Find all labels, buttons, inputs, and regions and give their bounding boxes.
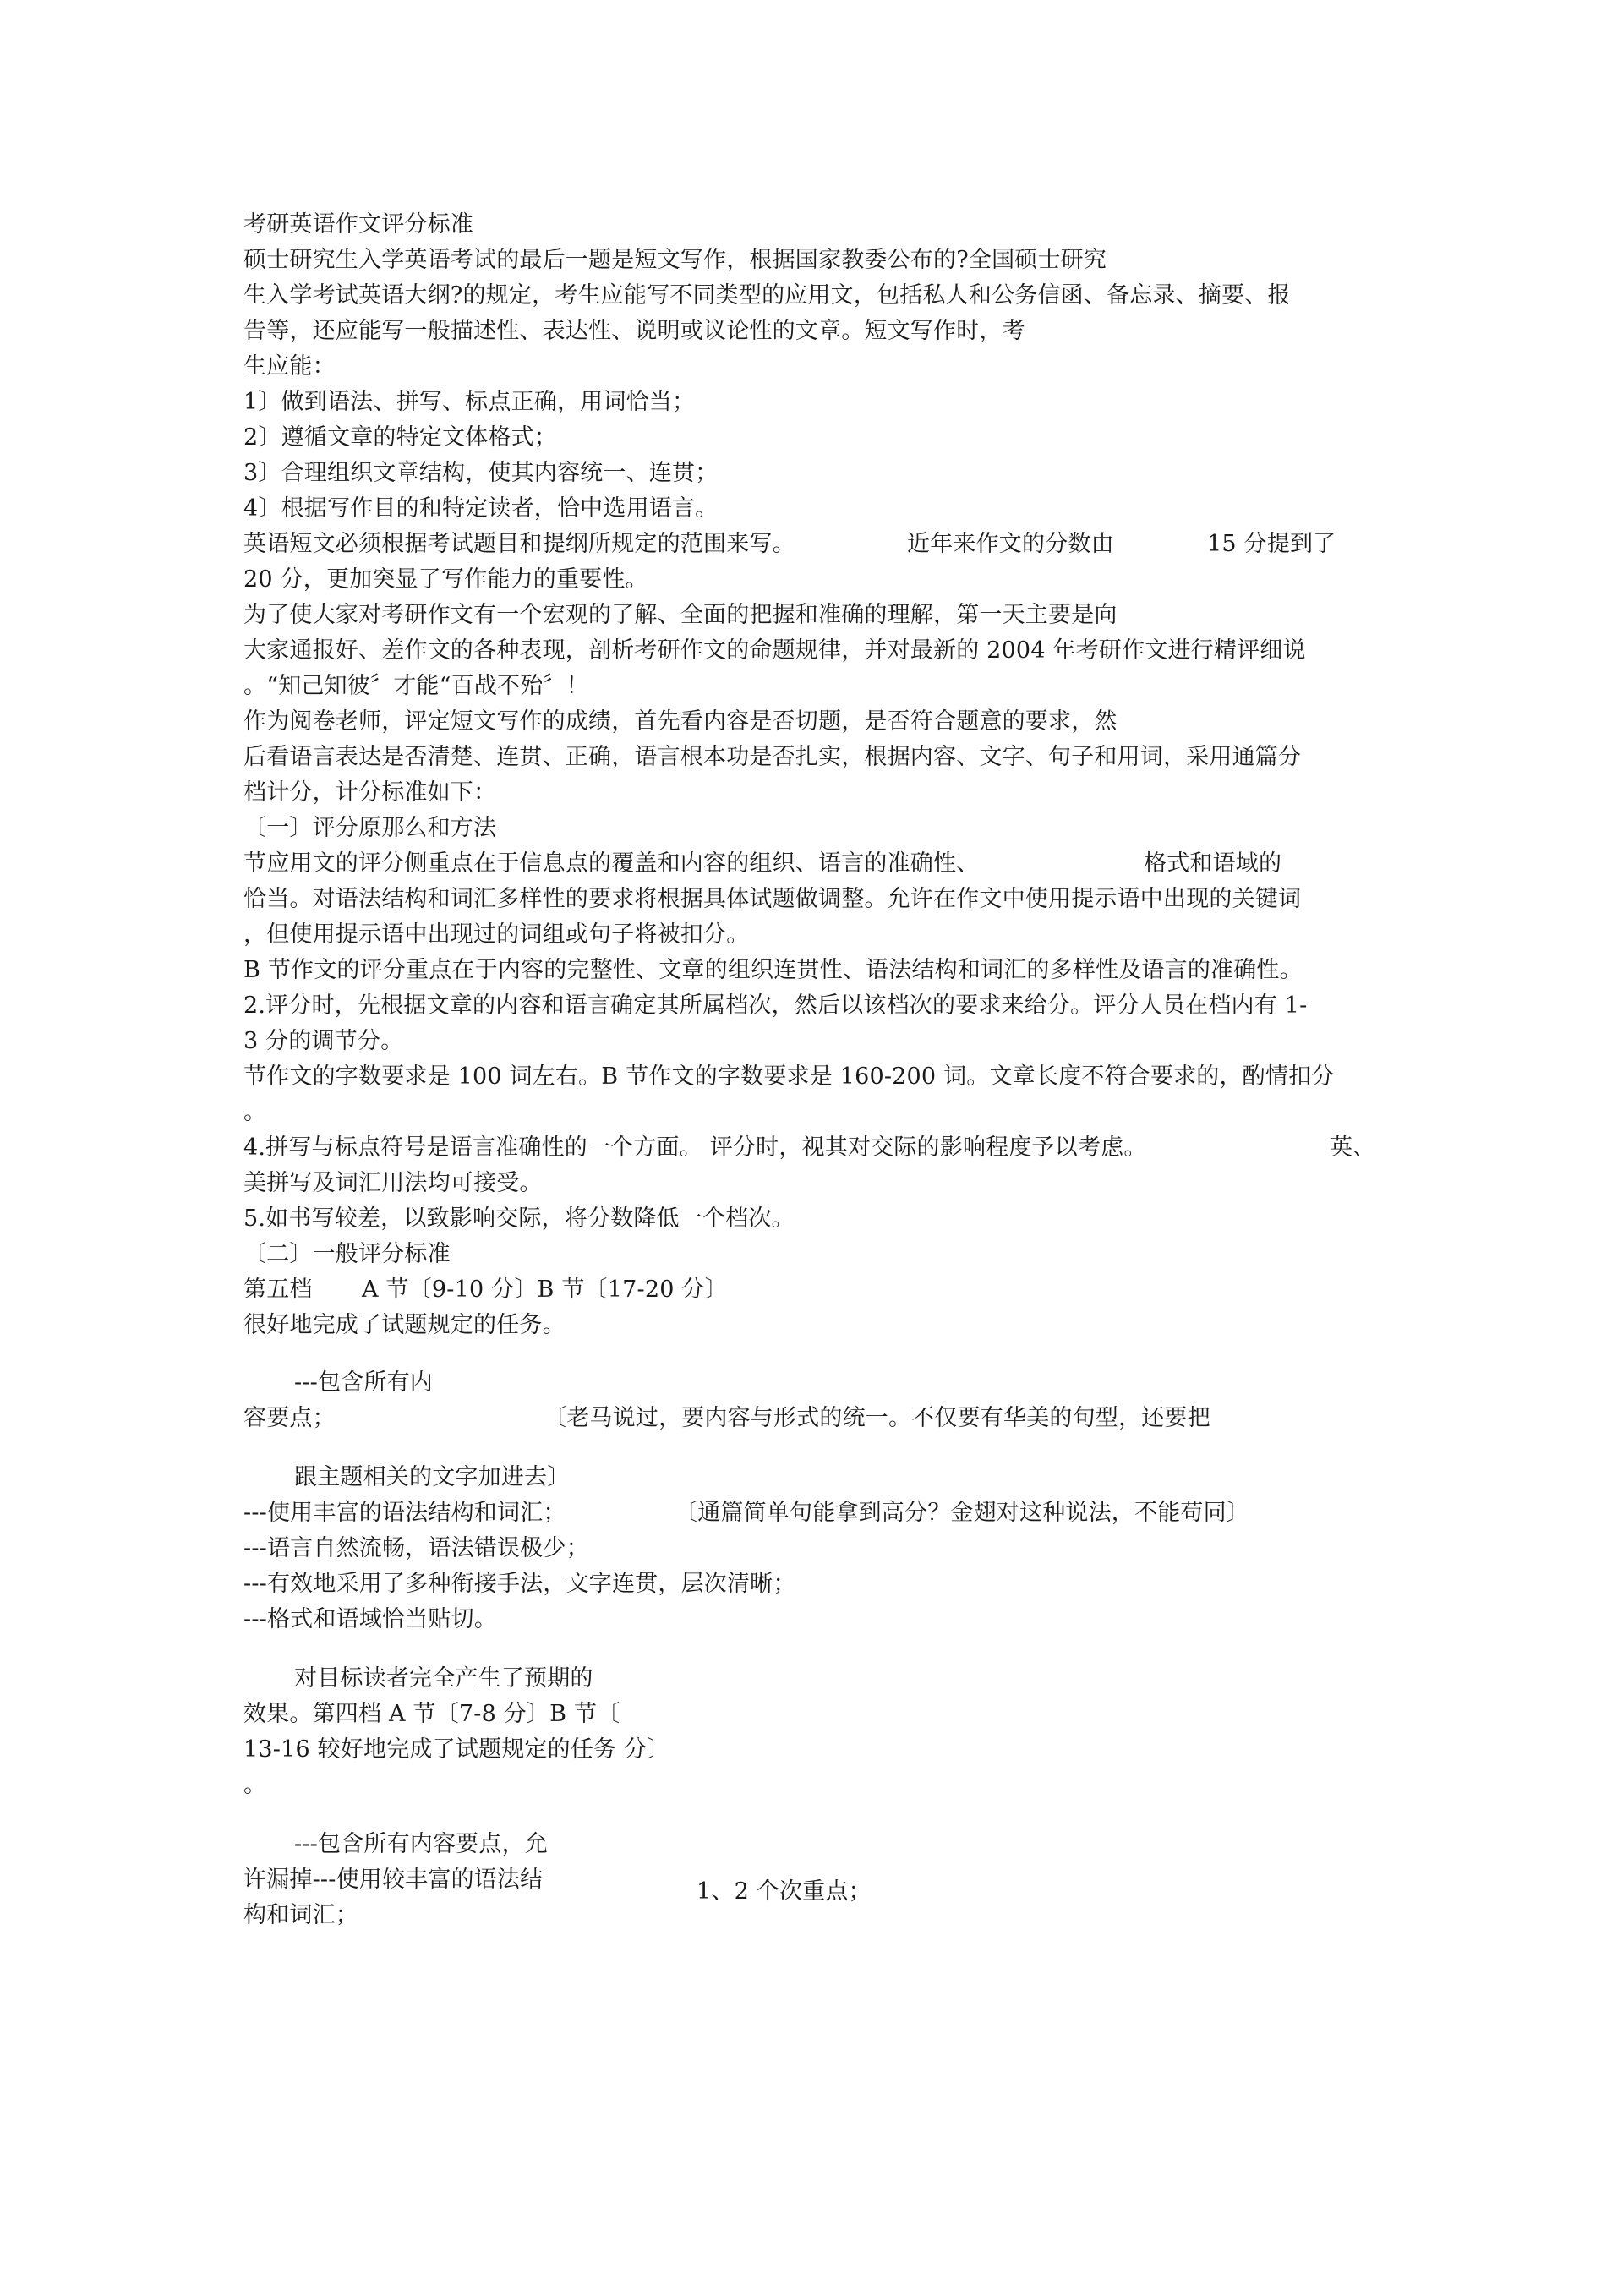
paragraph-text: 格式和语域的 <box>1144 850 1282 877</box>
requirement-item: 1〕做到语法、拼写、标点正确，用词恰当； <box>243 389 696 415</box>
criteria-note: 〔老马说过，要内容与形式的统一。不仅要有华美的句型，还要把 <box>544 1405 1210 1431</box>
paragraph-text: 英语短文必须根据考试题目和提纲所规定的范围来写。 <box>243 531 795 557</box>
paragraph-line: 。“知己知彼〞才能“百战不殆〞！ <box>243 673 589 699</box>
paragraph-text: 4.拼写与标点符号是语言准确性的一个方面。 评分时，视其对交际的影响程度予以考虑。 <box>243 1134 1147 1161</box>
requirement-item: 2〕遵循文章的特定文体格式； <box>243 424 557 451</box>
band-summary: 很好地完成了试题规定的任务。 <box>243 1312 566 1338</box>
requirement-item: 3〕合理组织文章结构，使其内容统一、连贯； <box>243 460 719 486</box>
paragraph-line: 大家通报好、差作文的各种表现，剖析考研作文的命题规律，并对最新的 2004 年考研作文进行精评细说 <box>243 637 1306 664</box>
paragraph-text: 近年来作文的分数由 <box>907 531 1114 557</box>
paragraph-line: 后看语言表达是否清楚、连贯、正确，语言根本功是否扎实，根据内容、文字、句子和用词，采用通篇分 <box>243 744 1302 770</box>
intro-line: 硕士研究生入学英语考试的最后一题是短文写作，根据国家教委公布的?全国硕士研究 <box>243 247 1107 273</box>
intro-line: 生应能： <box>243 353 336 380</box>
band-heading: 效果。第四档 A 节〔7-8 分〕B 节〔 <box>243 1701 620 1727</box>
paragraph-text: 英、 <box>1330 1134 1376 1161</box>
band-label: 第五档 <box>243 1276 313 1303</box>
paragraph-line: 20 分，更加突显了写作能力的重要性。 <box>243 566 648 593</box>
paragraph-line <box>243 1130 1427 1166</box>
paragraph-line: 节作文的字数要求是 100 词左右。B 节作文的字数要求是 160-200 词。文章长度不符合要求的，酌情扣分 <box>243 1063 1335 1090</box>
band-heading <box>243 1272 1089 1308</box>
paragraph-line: 5.如书写较差，以致影响交际，将分数降低一个档次。 <box>243 1205 795 1232</box>
criteria-text: 许漏掉---使用较丰富的语法结 <box>243 1867 544 1893</box>
criteria-text: 容要点； <box>243 1405 336 1431</box>
criteria-item: 构和词汇； <box>243 1902 358 1928</box>
section-heading: 〔一〕评分原那么和方法 <box>243 815 497 841</box>
document-title: 考研英语作文评分标准 <box>243 211 473 238</box>
paragraph-line: B 节作文的评分重点在于内容的完整性、文章的组织连贯性、语法结构和词汇的多样性及语言的准确性。 <box>243 957 1303 983</box>
criteria-item <box>243 1401 1427 1436</box>
band-heading: 13-16 较好地完成了试题规定的任务 分〕 <box>243 1736 670 1763</box>
criteria-item: 对目标读者完全产生了预期的 <box>294 1665 593 1692</box>
paragraph-text: 15 分提到了 <box>1207 531 1336 557</box>
criteria-note: 1、2 个次重点； <box>697 1878 872 1905</box>
band-score: A 节〔9-10 分〕B 节〔17-20 分〕 <box>362 1276 728 1303</box>
paragraph-line: 。 <box>243 1772 267 1798</box>
criteria-item: ---有效地采用了多种衔接手法，文字连贯，层次清晰； <box>243 1571 796 1597</box>
paragraph-line: 2.评分时，先根据文章的内容和语言确定其所属档次，然后以该档次的要求来给分。评分人员在档内有 1- <box>243 992 1308 1019</box>
criteria-text: ---使用丰富的语法结构和词汇； <box>243 1500 566 1526</box>
criteria-item <box>243 1862 1258 1905</box>
criteria-item: ---包含所有内容要点，允 <box>294 1831 548 1857</box>
paragraph-line: 档计分，计分标准如下： <box>243 779 497 806</box>
paragraph-line: 恰当。对语法结构和词汇多样性的要求将根据具体试题做调整。允许在作文中使用提示语中出现的关键词 <box>243 886 1302 912</box>
section-heading: 〔二〕一般评分标准 <box>243 1241 451 1267</box>
paragraph-line: 美拼写及词汇用法均可接受。 <box>243 1170 543 1196</box>
paragraph-line: 3 分的调节分。 <box>243 1028 404 1054</box>
requirement-item: 4〕根据写作目的和特定读者，恰中选用语言。 <box>243 495 719 522</box>
criteria-item <box>243 1495 1427 1531</box>
paragraph-line: 作为阅卷老师，评定短文写作的成绩，首先看内容是否切题，是否符合题意的要求，然 <box>243 708 1118 735</box>
intro-line: 生入学考试英语大纲?的规定，考生应能写不同类型的应用文，包括私人和公务信函、备忘录、摘要、报 <box>243 282 1291 309</box>
criteria-note: 跟主题相关的文字加进去〕 <box>294 1464 571 1490</box>
paragraph-line: 为了使大家对考研作文有一个宏观的了解、全面的把握和准确的理解，第一天主要是向 <box>243 602 1118 628</box>
criteria-item: ---格式和语域恰当贴切。 <box>243 1606 497 1632</box>
criteria-item: ---包含所有内 <box>294 1369 433 1396</box>
criteria-item: ---语言自然流畅，语法错误极少； <box>243 1535 589 1561</box>
criteria-note: 〔通篇简单句能拿到高分？金翅对这种说法，不能苟同〕 <box>675 1500 1249 1526</box>
paragraph-line <box>243 527 1427 562</box>
paragraph-line: ，但使用提示语中出现过的词组或句子将被扣分。 <box>243 921 750 948</box>
intro-line: 告等，还应能写一般描述性、表达性、说明或议论性的文章。短文写作时，考 <box>243 318 1025 344</box>
paragraph-text: 节应用文的评分侧重点在于信息点的覆盖和内容的组织、语言的准确性、 <box>243 850 980 877</box>
paragraph-line <box>243 846 1427 882</box>
paragraph-line: 。 <box>243 1099 267 1125</box>
